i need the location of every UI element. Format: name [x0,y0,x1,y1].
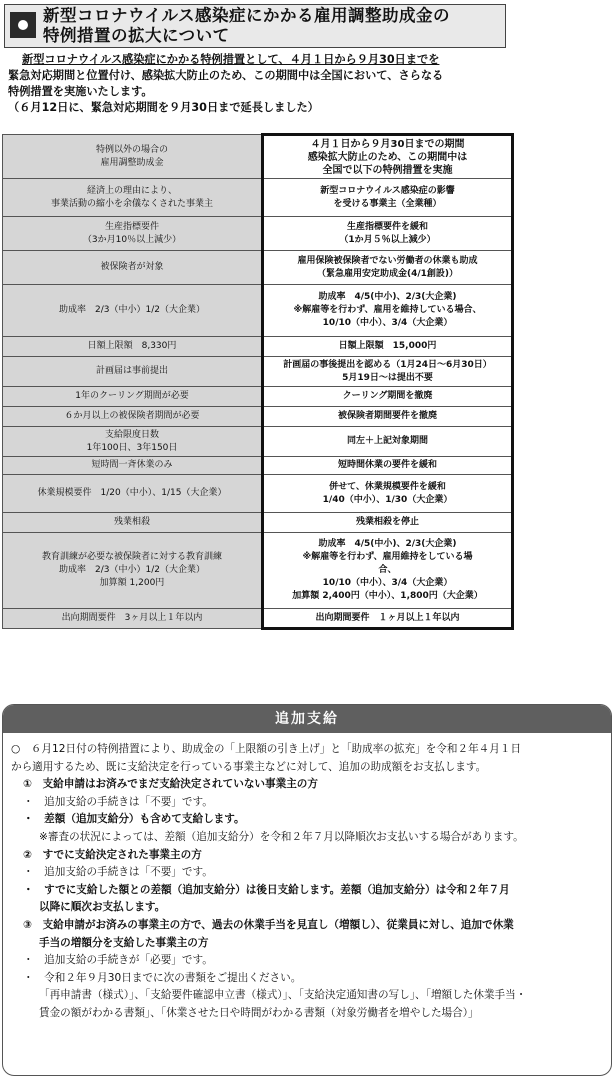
special-cell [263,357,513,387]
header-standard-cell-line: 特例以外の場合の [95,144,168,155]
special-cell [263,457,513,475]
special-cell [263,513,513,533]
table-row [3,513,513,533]
special-cell-line: 併せて、休業規模要件を緩和 [329,481,446,492]
section-1-bullet-1: ・ 追加支給の手続きは「不要」です。 [23,795,213,808]
standard-cell-line: ６か月以上の被保険者期間が必要 [64,411,200,421]
standard-cell-line: 1年のクーリング期間が必要 [75,391,189,401]
standard-cell [3,357,263,387]
intro-line-4: （６月12日に、緊急対応期間を９月30日まで延長しました） [8,101,319,114]
comparison-table [2,133,514,630]
special-cell-line: （1か月５％以上減少） [339,234,436,245]
intro-line-2: 緊急対応期間と位置付け、感染拡大防止のため、この期間中は全国において、さらなる [8,69,444,82]
table-row [3,533,513,609]
additional-para-line-2: から適用するため、既に支給決定を行っている事業主などに対して、追加の助成額をお支払します。 [11,760,487,773]
standard-cell-line: 加算額 1,200円 [99,578,165,588]
additional-heading: 追加支給 [3,705,611,733]
special-cell-line: 助成率 4/5(中小)、2/3(大企業) [318,539,457,549]
special-cell [263,337,513,357]
standard-cell [3,217,263,251]
special-cell-line: 合、 [378,565,397,575]
section-2-bullet-1: ・ 追加支給の手続きは「不要」です。 [23,866,213,879]
standard-cell-line: 生産指標要件 [104,221,159,232]
intro-line-1: 新型コロナウイルス感染症にかかる特例措置として、４月１日から９月30日までを [22,53,440,66]
section-3-docs-line-1: 「再申請書（様式）」、「支給要件確認申立書（様式）」、「支給決定通知書の写し」、「増額した休業手当・ [39,989,527,1002]
standard-cell [3,179,263,217]
additional-body [3,733,611,1023]
standard-cell [3,387,263,407]
special-cell-line: 10/10（中小）、3/4（大企業） [322,318,453,328]
section-1-title: ① 支給申請はお済みでまだ支給決定されていない事業主の方 [23,778,318,791]
special-cell-line: クーリング期間を撤廃 [342,391,433,401]
standard-cell-line: 助成率 2/3（中小）1/2（大企業） [59,565,205,575]
special-cell-line: 被保険者期間要件を撤廃 [337,411,437,421]
section-2-bullet-2: ・ すでに支給した額との差額（追加支給分）は後日支給します。差額（追加支給分）は令和２年７月 [23,883,510,896]
table-row [3,387,513,407]
table-row [3,475,513,513]
section-1-note: ※審査の状況によっては、差額（追加支給分）を令和２年７月以降順次お支払いする場合があります。 [39,830,524,843]
section-3-bullet-2: ・ 令和２年９月30日までに次の書類をご提出ください。 [23,971,302,984]
table-row [3,427,513,457]
special-cell-line: ※解雇等を行わず、雇用維持をしている場 [302,552,473,562]
special-cell-line: 雇用保険被保険者でない労働者の休業も助成 [297,255,478,266]
standard-cell [3,337,263,357]
section-2-bullet-2-cont: 以降に順次お支払します。 [39,901,166,914]
page-title [43,6,450,46]
table-row [3,251,513,285]
special-cell-line: 残業相殺を停止 [355,517,419,527]
standard-cell [3,285,263,337]
table-row [3,357,513,387]
special-cell [263,179,513,217]
standard-cell [3,407,263,427]
table-row [3,457,513,475]
table-row [3,337,513,357]
intro-paragraph [8,52,608,116]
special-cell-line: ※解雇等を行わず、雇用を維持している場合、 [293,305,482,315]
standard-cell-line: 助成率 2/3（中小）1/2（大企業） [59,305,205,315]
special-cell [263,533,513,609]
special-cell-line: 新型コロナウイルス感染症の影響 [320,185,455,196]
special-cell-line: 1/40（中小）、1/30（大企業） [322,494,453,505]
standard-cell-line: 計画届は事前提出 [95,366,168,376]
special-cell-line: 助成率 4/5(中小)、2/3(大企業) [318,292,457,302]
special-cell [263,251,513,285]
additional-payment-box [2,704,612,1076]
standard-cell [3,513,263,533]
section-1-bullet-2: ・ 差額（追加支給分）も含めて支給します。 [23,813,245,826]
standard-cell [3,475,263,513]
standard-cell-line: 教育訓練が必要な被保険者に対する教育訓練 [41,552,222,562]
standard-cell-line: 休業規模要件 1/20（中小）、1/15（大企業） [37,488,227,498]
header-standard-cell [3,135,263,179]
table-row [3,179,513,217]
title-line-2: 特例措置の拡大について [43,26,230,45]
special-cell-line: 5月19日～は提出不要 [342,372,433,383]
special-cell [263,217,513,251]
additional-para-line-1: ○ ６月12日付の特例措置により、助成金の「上限額の引き上げ」と「助成率の拡充」を令和２年４月１日 [11,743,522,755]
special-cell-line: 日額上限額 15,000円 [338,341,437,351]
header-special-cell [263,135,513,179]
special-cell [263,285,513,337]
standard-cell [3,251,263,285]
special-cell [263,475,513,513]
special-cell [263,427,513,457]
table-row [3,407,513,427]
title-box [4,4,506,48]
standard-cell-line: 短時間一斉休業のみ [91,460,173,470]
special-cell-line: を受ける事業主（全業種） [333,198,442,209]
header-special-cell-line: 全国で以下の特例措置を実施 [322,164,453,176]
special-cell-line: 短時間休業の要件を緩和 [337,460,437,470]
standard-cell-line: 1年100日、3年150日 [86,442,178,453]
special-cell-line: 加算額 2,400円（中小）、1,800円（大企業） [292,591,483,601]
section-2-title: ② すでに支給決定された事業主の方 [23,848,202,861]
header-special-cell-line: 感染拡大防止のため、この期間中は [307,151,468,163]
table-row [3,285,513,337]
section-3-title-cont: 手当の増額分を支給した事業主の方 [39,936,209,949]
special-cell-line: 同左＋上記対象期間 [346,436,428,446]
special-cell [263,407,513,427]
section-3-bullet-1: ・ 追加支給の手続きが「必要」です。 [23,954,213,967]
special-cell [263,609,513,629]
standard-cell-line: 被保険者が対象 [100,262,164,272]
section-3-docs-line-2: 賃金の額がわかる書類」、「休業させた日や時間がわかる書類（対象労働者を増やした場合）」 [39,1006,479,1019]
title-line-1: 新型コロナウイルス感染症にかかる雇用調整助成金の [43,6,451,25]
special-cell-line: （緊急雇用安定助成金(4/1創設)） [316,268,459,279]
standard-cell [3,609,263,629]
standard-cell-line: 日額上限額 8,330円 [87,341,177,351]
header-standard-cell-line: 雇用調整助成金 [100,157,164,168]
header-special-cell-line: ４月１日から９月30日までの期間 [310,138,465,150]
standard-cell-line: （3か月10％以上減少） [82,234,182,245]
table-row [3,217,513,251]
section-3-title: ③ 支給申請がお済みの事業主の方で、過去の休業手当を見直し（増額し）、従業員に対し、追加で休業 [23,918,514,931]
standard-cell [3,457,263,475]
special-cell-line: 10/10（中小）、3/4（大企業） [322,578,453,588]
standard-cell [3,533,263,609]
standard-cell-line: 残業相殺 [113,517,150,527]
table-row [3,609,513,629]
standard-cell-line: 出向期間要件 3ヶ月以上１年以内 [61,613,203,623]
standard-cell-line: 事業活動の縮小を余儀なくされた事業主 [50,198,213,209]
special-cell-line: 生産指標要件を緩和 [346,221,428,232]
special-cell-line: 出向期間要件 １ヶ月以上１年以内 [315,612,460,623]
standard-cell-line: 支給限度日数 [104,429,159,440]
special-cell [263,387,513,407]
standard-cell-line: 経済上の理由により、 [86,185,177,196]
circle-bullet-icon [10,12,36,38]
special-cell-line: 計画届の事後提出を認める（1月24日～6月30日） [283,359,492,370]
table-header-row [3,135,513,179]
intro-line-3: 特例措置を実施いたします。 [8,85,153,98]
standard-cell [3,427,263,457]
